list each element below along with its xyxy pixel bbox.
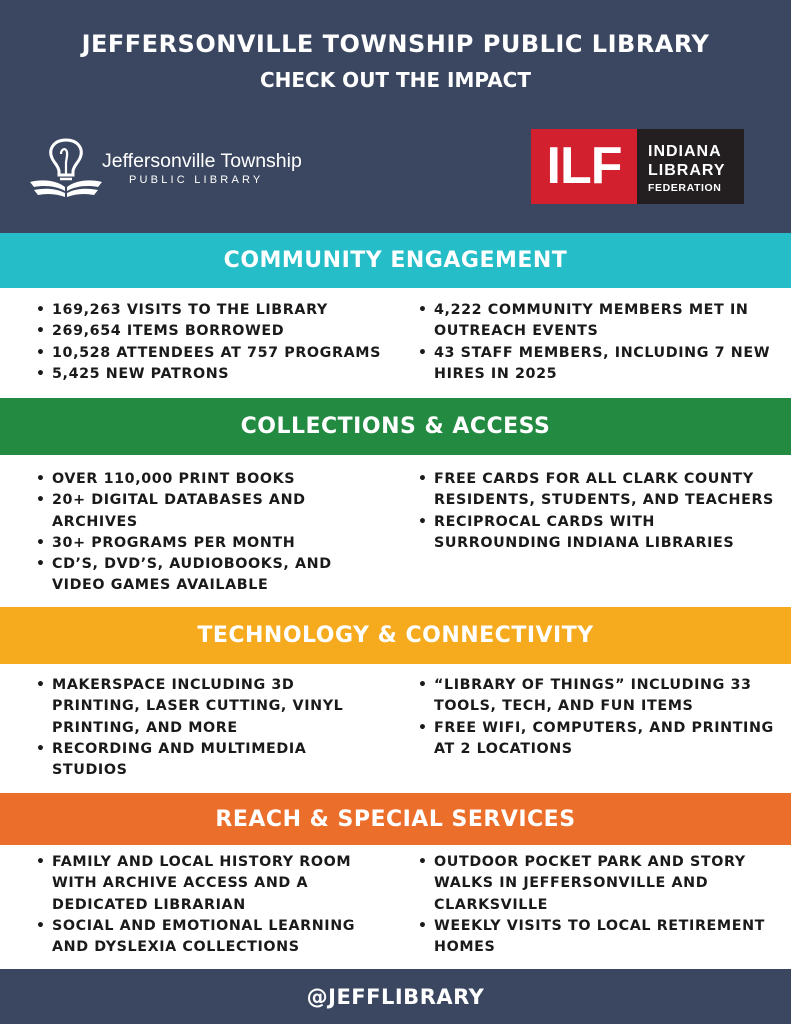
list-item: • MAKERSPACE INCLUDING 3D PRINTING, LASER CUTTING, VINYL PRINTING, AND MORE xyxy=(34,675,384,739)
list-item: • FAMILY AND LOCAL HISTORY ROOM WITH ARCHIVE ACCESS AND A DEDICATED LIBRARIAN xyxy=(34,852,384,916)
list-item: • CD’S, DVD’S, AUDIOBOOKS, AND VIDEO GAMES AVAILABLE xyxy=(34,554,364,597)
list-item: • FREE CARDS FOR ALL CLARK COUNTY RESIDENTS, STUDENTS, AND TEACHERS xyxy=(416,469,776,512)
list-item: • FREE WIFI, COMPUTERS, AND PRINTING AT 2 LOCATIONS xyxy=(416,718,781,761)
ilf-logo-line-1: INDIANA xyxy=(648,143,722,160)
ilf-logo-mark: ILF xyxy=(531,129,637,204)
list-item: • SOCIAL AND EMOTIONAL LEARNING AND DYSLEXIA COLLECTIONS xyxy=(34,916,384,959)
section-title: COMMUNITY ENGAGEMENT xyxy=(223,248,568,273)
ilf-logo-line-3: FEDERATION xyxy=(648,182,722,194)
section-title: REACH & SPECIAL SERVICES xyxy=(215,807,576,832)
ilf-logo xyxy=(531,129,744,204)
ilf-logo-text xyxy=(637,129,744,204)
list-item: • “LIBRARY OF THINGS” INCLUDING 33 TOOLS, TECH, AND FUN ITEMS xyxy=(416,675,781,718)
section-reach-special-services xyxy=(0,852,791,967)
right-list xyxy=(416,469,776,554)
header xyxy=(0,0,791,233)
right-list xyxy=(416,852,776,958)
left-list xyxy=(34,852,384,958)
list-item: • 169,263 VISITS TO THE LIBRARY xyxy=(34,300,414,321)
list-item: • 20+ DIGITAL DATABASES AND ARCHIVES xyxy=(34,490,364,533)
list-item: • 4,222 COMMUNITY MEMBERS MET IN OUTREACH EVENTS xyxy=(416,300,776,343)
open-book-lightbulb-icon xyxy=(28,138,108,202)
list-item: • OUTDOOR POCKET PARK AND STORY WALKS IN JEFFERSONVILLE AND CLARKSVILLE xyxy=(416,852,776,916)
page-subtitle: CHECK OUT THE IMPACT xyxy=(259,68,532,92)
section-title: TECHNOLOGY & CONNECTIVITY xyxy=(197,623,594,648)
section-band-community-engagement xyxy=(0,233,791,288)
footer xyxy=(0,969,791,1024)
list-item: • RECORDING AND MULTIMEDIA STUDIOS xyxy=(34,739,384,782)
list-item: • 43 STAFF MEMBERS, INCLUDING 7 NEW HIRES IN 2025 xyxy=(416,343,776,386)
section-band-collections-access xyxy=(0,398,791,455)
section-band-reach-special-services xyxy=(0,793,791,845)
section-title: COLLECTIONS & ACCESS xyxy=(240,414,551,439)
section-technology-connectivity xyxy=(0,675,791,793)
section-band-technology-connectivity xyxy=(0,607,791,664)
list-item: • 30+ PROGRAMS PER MONTH xyxy=(34,533,364,554)
list-item: • 269,654 ITEMS BORROWED xyxy=(34,321,414,342)
list-item: • RECIPROCAL CARDS WITH SURROUNDING INDIANA LIBRARIES xyxy=(416,512,776,555)
page-title: JEFFERSONVILLE TOWNSHIP PUBLIC LIBRARY xyxy=(81,30,710,58)
library-logo-subtitle: PUBLIC LIBRARY xyxy=(129,174,264,186)
list-item: • 5,425 NEW PATRONS xyxy=(34,364,414,385)
library-logo-name: Jeffersonville Township xyxy=(102,150,302,172)
section-community-engagement xyxy=(0,300,791,398)
list-item: • WEEKLY VISITS TO LOCAL RETIREMENT HOMES xyxy=(416,916,776,959)
left-list xyxy=(34,675,384,781)
social-handle[interactable]: @JEFFLIBRARY xyxy=(306,985,485,1009)
right-list xyxy=(416,300,776,385)
right-list xyxy=(416,675,781,760)
ilf-logo-line-2: LIBRARY xyxy=(648,162,726,179)
left-list xyxy=(34,469,364,597)
list-item: • 10,528 ATTENDEES AT 757 PROGRAMS xyxy=(34,343,414,364)
jeffersonville-library-logo xyxy=(28,138,328,202)
left-list xyxy=(34,300,414,385)
section-collections-access xyxy=(0,469,791,607)
list-item: • OVER 110,000 PRINT BOOKS xyxy=(34,469,364,490)
